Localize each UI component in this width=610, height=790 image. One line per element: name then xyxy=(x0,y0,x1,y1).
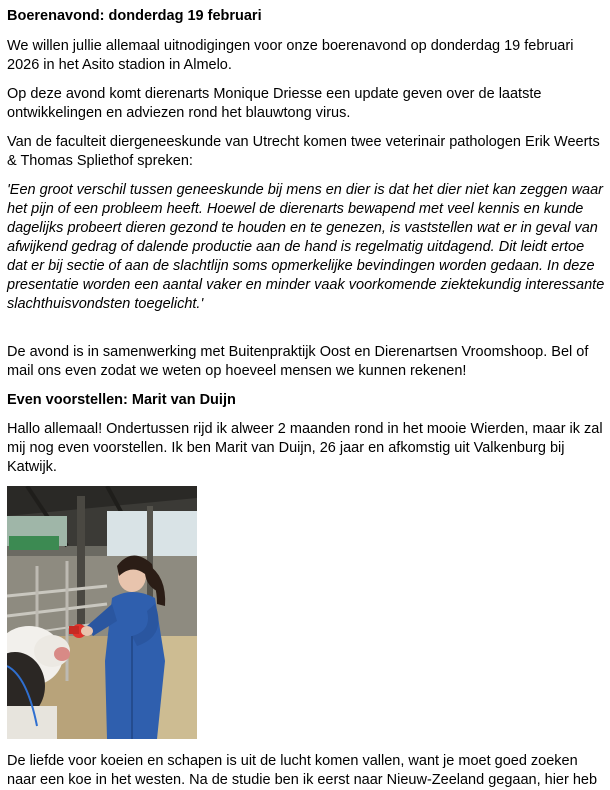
text-line: Katwijk. xyxy=(7,459,57,475)
heading-even-voorstellen: Even voorstellen: Marit van Duijn xyxy=(7,392,236,408)
quote-line: het pijn of een probleem heeft. Hoewel de dierenarts bewapend met veel kennis en kunde xyxy=(7,201,584,217)
text-line: naar een koe in het westen. Na de studie ben ik eerst naar Nieuw-Zeeland gegaan, hier heb xyxy=(7,772,598,788)
quote-line: dat er bij sectie of aan de slachtlijn soms opmerkelijke bevindingen worden gedaan. In deze xyxy=(7,258,595,274)
text-line: Van de faculteit diergeneeskunde van Utrecht komen twee veterinair pathologen Erik Weerts xyxy=(7,134,600,150)
paragraph-invitation xyxy=(7,37,610,75)
photo-marit-with-calf xyxy=(7,486,197,739)
quote-line: slachthuisvondsten toegelicht.' xyxy=(7,296,204,312)
text-line: De avond is in samenwerking met Buitenpraktijk Oost en Dierenartsen Vroomshoop. Bel of xyxy=(7,344,589,360)
text-line: We willen jullie allemaal uitnodigingen voor onze boerenavond op donderdag 19 februari xyxy=(7,38,574,54)
quote-line: afwijkend gedrag of dalende productie aan de hand is regelmatig uitdagend. Dit leidt ertoe xyxy=(7,239,585,255)
paragraph-introduction xyxy=(7,420,610,477)
paragraph-love-for-cows xyxy=(7,752,610,790)
paragraph-speaker-driesse xyxy=(7,85,610,123)
text-line: 2026 in het Asito stadion in Almelo. xyxy=(7,57,232,73)
text-line: mij nog even voorstellen. Ik ben Marit van Duijn, 26 jaar en afkomstig uit Valkenburg bij xyxy=(7,440,565,456)
paragraph-speakers-utrecht xyxy=(7,133,610,171)
text-line: ontwikkelingen en adviezen rond het blauwtong virus. xyxy=(7,105,351,121)
quote-block xyxy=(7,181,610,314)
paragraph-collaboration xyxy=(7,343,610,381)
photo-illustration xyxy=(7,486,197,739)
heading-boerenavond: Boerenavond: donderdag 19 februari xyxy=(7,8,262,24)
text-line: De liefde voor koeien en schapen is uit de lucht komen vallen, want je moet goed zoeken xyxy=(7,753,578,769)
newsletter xyxy=(7,0,610,790)
text-line: & Thomas Spliethof spreken: xyxy=(7,153,193,169)
text-line: Op deze avond komt dierenarts Monique Driesse een update geven over de laatste xyxy=(7,86,542,102)
text-line: Hallo allemaal! Ondertussen rijd ik alweer 2 maanden rond in het mooie Wierden, maar ik zal xyxy=(7,421,603,437)
quote-line: 'Een groot verschil tussen geneeskunde bij mens en dier is dat het dier niet kan zeggen waar xyxy=(7,182,604,198)
quote-line: presentatie worden een aantal vaker en minder vaak voorkomende ziektekundig interessante xyxy=(7,277,605,293)
quote-line: dagelijks probeert dieren gezond te houden en te genezen, is vaststellen wat er in geval van xyxy=(7,220,598,236)
text-line: mail ons even zodat we weten op hoeveel mensen we kunnen rekenen! xyxy=(7,363,467,379)
